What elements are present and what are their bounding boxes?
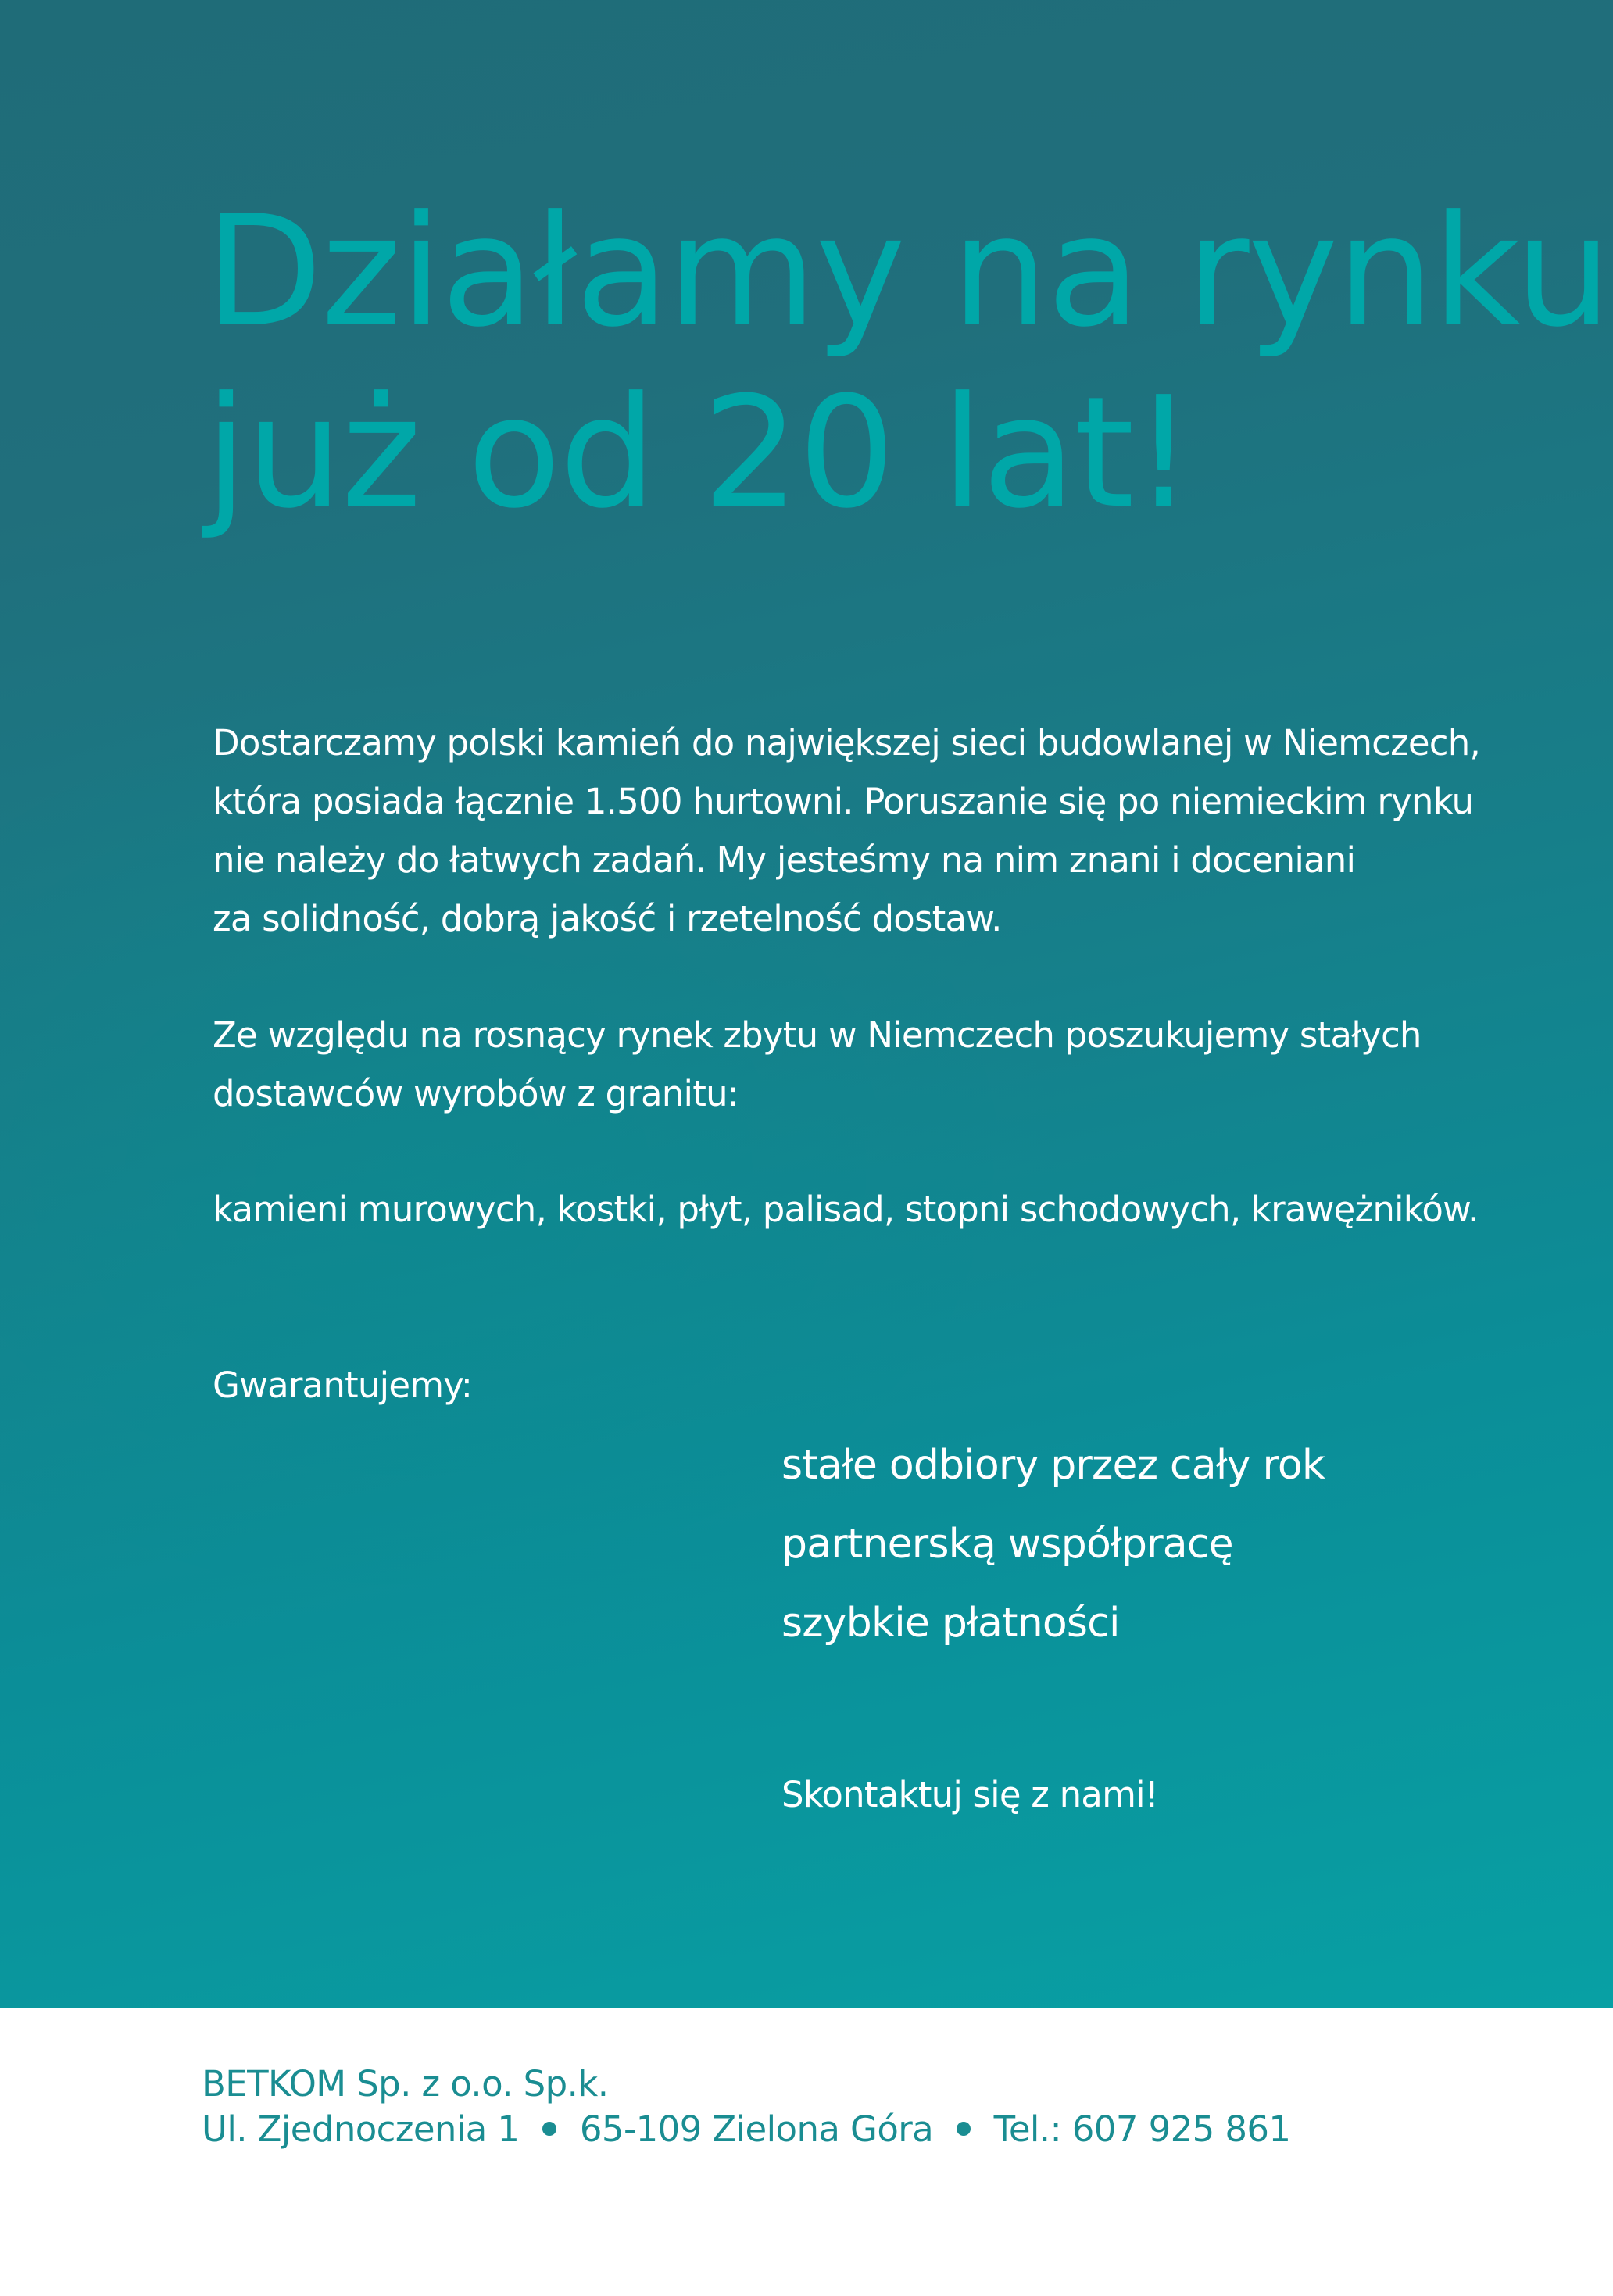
- intro-line: nie należy do łatwych zadań. My jesteśmy na nim znani i doceniani: [213, 839, 1356, 881]
- intro-line: która posiada łącznie 1.500 hurtowni. Poruszanie się po niemieckim rynku: [213, 781, 1474, 822]
- bullet-separator-icon: [957, 2122, 971, 2136]
- supplier-search-paragraph: [213, 1006, 1422, 1123]
- guarantee-item: szybkie płatności: [781, 1600, 1120, 1647]
- contact-call-to-action: Skontaktuj się z nami!: [781, 1774, 1159, 1815]
- headline-line-1: Działamy na rynku: [205, 183, 1611, 361]
- headline: [205, 181, 1611, 544]
- phone-number: Tel.: 607 925 861: [993, 2108, 1291, 2150]
- intro-line: za solidność, dobrą jakość i rzetelność dostaw.: [213, 898, 1002, 939]
- company-name: BETKOM Sp. z o.o. Sp.k.: [202, 2063, 609, 2105]
- search-line: Ze względu na rosnący rynek zbytu w Niemczech poszukujemy stałych: [213, 1014, 1422, 1056]
- headline-line-2: już od 20 lat!: [205, 364, 1193, 542]
- products-paragraph: [213, 1180, 1479, 1239]
- search-line: dostawców wyrobów z granitu:: [213, 1073, 739, 1114]
- products-line: kamieni murowych, kostki, płyt, palisad, stopni schodowych, krawężników.: [213, 1189, 1479, 1230]
- guarantee-item: partnerską współpracę: [781, 1521, 1233, 1568]
- postal-city: 65-109 Zielona Góra: [579, 2108, 934, 2150]
- street-address: Ul. Zjednoczenia 1: [202, 2108, 520, 2150]
- bullet-separator-icon: [542, 2122, 556, 2136]
- contact-address: [202, 2107, 1290, 2152]
- guarantee-list: [781, 1426, 1325, 1663]
- intro-paragraph: [213, 713, 1480, 948]
- guarantee-label: Gwarantujemy:: [213, 1364, 473, 1406]
- footer: [0, 2008, 1613, 2296]
- guarantee-item: stałe odbiory przez cały rok: [781, 1442, 1325, 1489]
- intro-line: Dostarczamy polski kamień do największej sieci budowlanej w Niemczech,: [213, 722, 1480, 764]
